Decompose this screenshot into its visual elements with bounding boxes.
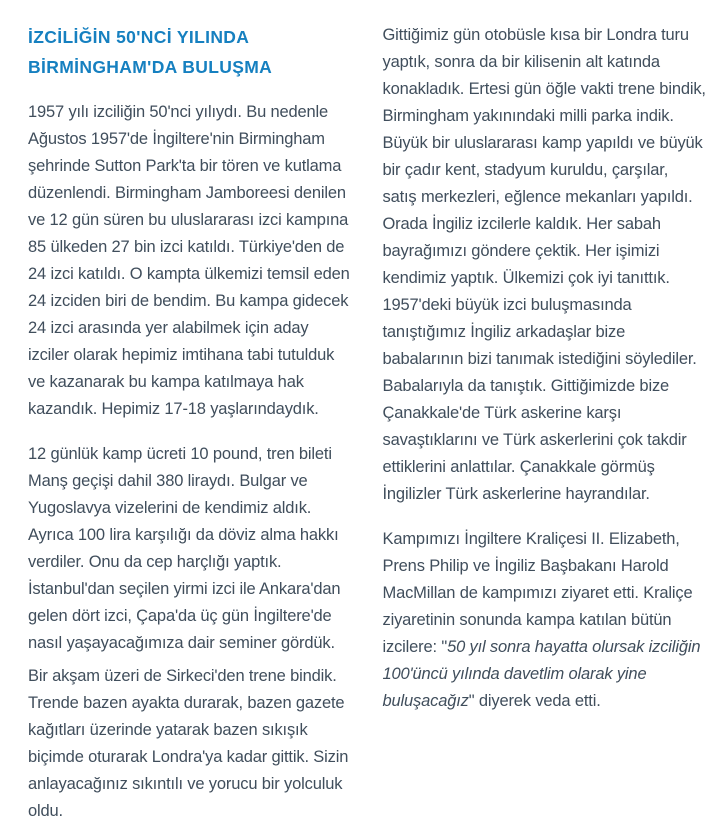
queen-farewell-quote: 50 yıl sonra hayatta olursak izciliğin 100'üncü yılında davetlim olarak yine buluşacağız <box>382 638 701 710</box>
left-paragraph-2: 12 günlük kamp ücreti 10 pound, tren bileti Manş geçişi dahil 380 liraydı. Bulgar ve Yugoslavya vizelerini de kendimiz aldık. Ayrıca 100 lira karşılığı da döviz alma hakkı verdiler. Onu da cep harçlığı yaptık. İstanbul'dan seçilen yirmi izci ile Ankara'dan gelen dört izci, Çapa'da üç gün İngiltere'de nasıl yaşayacağımıza dair seminer gördük. <box>28 445 341 652</box>
right-paragraph-1: Gittiğimiz gün otobüsle kısa bir Londra turu yaptık, sonra da bir kilisenin alt katında konakladık. Ertesi gün öğle vakti trene bindik, Birmingham yakınındaki milli parka indik. Büyük bir uluslararası kamp yapıldı ve büyük bir çadır kent, stadyum kuruldu, çarşılar, satış merkezleri, eğlence mekanları yapıldı. Orada İngiliz izcilerle kaldık. Her sabah bayrağımızı göndere çektik. Her işimizi kendimiz yaptık. Ülkemizi çok iyi tanıttık. 1957'deki büyük izci buluşmasında tanıştığımız İngiliz arkadaşlar bize babalarının bizi tanımak istediğini söylediler. Babalarıyla da tanıştık. Gittiğimizde bize Çanakkale'de Türk askerine karşı savaştıklarını ve Türk askerlerini çok takdir ettiklerini anlattılar. Çanakkale görmüş İngilizler Türk askerlerine hayrandılar. <box>382 26 706 503</box>
left-paragraph-3: Bir akşam üzeri de Sirkeci'den trene bindik. Trende bazen ayakta durarak, bazen gazete kağıtları üzerinde yatarak bazen sıkışık biçimde oturarak Londra'ya kadar gittik. Sizin anlayacağınız sıkıntılı ve yorucu bir yolculuk oldu. <box>28 667 349 820</box>
right-paragraph-2-with-quote <box>383 526 707 715</box>
article-title-line2: BİRMİNGHAM'DA BULUŞMA <box>28 57 273 77</box>
article-title-line1: İZCİLİĞİN 50'NCİ YILINDA <box>28 27 250 47</box>
quote-trailing-text: " diyerek veda etti. <box>468 692 601 710</box>
left-paragraph-1: 1957 yılı izciliğin 50'nci yılıydı. Bu nedenle Ağustos 1957'de İngiltere'nin Birmingham şehrinde Sutton Park'ta bir tören ve kutlama düzenlendi. Birmingham Jamboreesi denilen ve 12 gün süren bu uluslararası izci kampına 85 ülkeden 27 bin izci katıldı. Türkiye'den de 24 izci katıldı. O kampta ülkemizi temsil eden 24 izciden biri de bendim. Bu kampa gidecek 24 izci arasında yer alabilmek için aday izciler olarak hepimiz imtihana tabi tutulduk ve kazanarak bu kampa katılmaya hak kazandık. Hepimiz 17-18 yaşlarındaydık. <box>28 103 350 418</box>
left-column <box>28 22 352 827</box>
article-title <box>28 22 352 82</box>
quote-lead-text: Kampımızı İngiltere Kraliçesi II. Elizabeth, Prens Philip ve İngiliz Başbakanı Harold MacMillan de kampımızı ziyaret etti. Kraliçe ziyaretinin sonunda kampa katılan bütün izcilere: " <box>382 530 693 656</box>
right-column <box>383 22 707 827</box>
